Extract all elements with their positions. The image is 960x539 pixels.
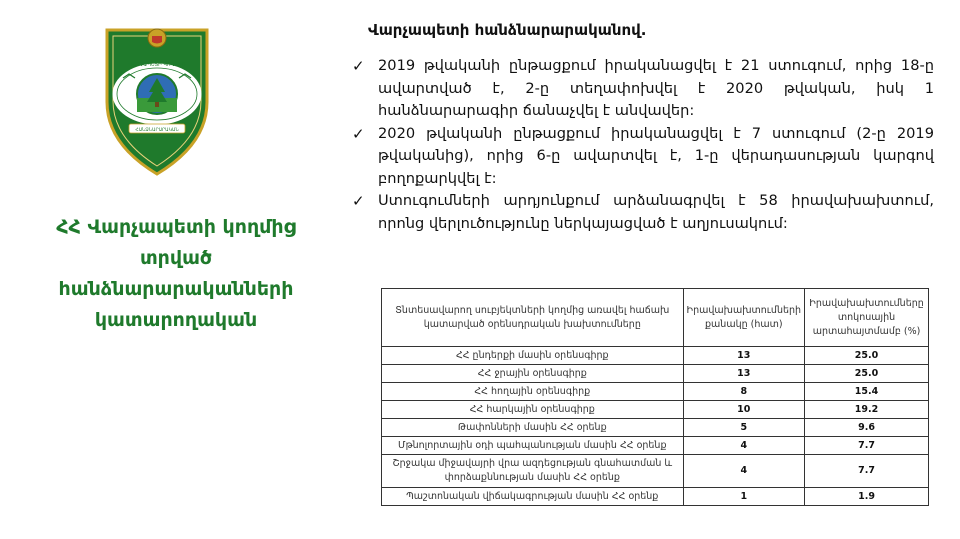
table-row: [382, 401, 929, 419]
left-title-line-4: կատարողական: [94, 309, 258, 331]
row-law: Մթնոլորտային օդի պահպանության մասին ՀՀ օրենք: [382, 437, 684, 455]
row-percent: 9.6: [805, 419, 929, 437]
row-percent: 25.0: [805, 365, 929, 383]
row-law: Պաշտոնական վիճակագրության մասին ՀՀ օրենք: [382, 488, 684, 506]
table-row: [382, 488, 929, 506]
row-law: Շրջակա միջավայրի վրա ազդեցության գնահատման և փորձաքննության մասին ՀՀ օրենք: [382, 455, 684, 488]
checkmark-icon: ✓: [352, 57, 365, 75]
left-title-line-1: ՀՀ Վարչապետի կողմից: [56, 216, 296, 238]
row-percent: 19.2: [805, 401, 929, 419]
left-title-line-3: հանձնարարականների: [58, 278, 294, 300]
section-heading: Վարչապետի հանձնարարականով.: [368, 21, 647, 39]
header-count: Իրավախախտումների քանակը (հատ): [683, 289, 805, 347]
bullet-text: Ստուգումների արդյունքում արձանագրվել է 58 իրավախախտում, որոնց վերլուծությունը ներկայացված է աղյուսակում:: [378, 192, 934, 232]
bullet-item: [352, 190, 934, 235]
row-count: 4: [683, 437, 805, 455]
row-count: 13: [683, 347, 805, 365]
checkmark-icon: ✓: [352, 192, 365, 210]
header-percent: Իրավախախտումները տոկոսային արտահայտմամբ (%): [805, 289, 929, 347]
bullet-item: [352, 123, 934, 191]
row-percent: 1.9: [805, 488, 929, 506]
row-percent: 7.7: [805, 437, 929, 455]
table-row: [382, 437, 929, 455]
emblem-bottom-text: ՀԱՆՁՆԱՐԱՐԱԿԱՆ: [135, 128, 179, 133]
bullet-list: [352, 55, 934, 235]
row-count: 8: [683, 383, 805, 401]
table-header-row: [382, 289, 929, 347]
left-title-line-2: տրված: [139, 247, 213, 269]
row-count: 10: [683, 401, 805, 419]
bullet-item: [352, 55, 934, 123]
table-row: [382, 455, 929, 488]
bullet-text: 2020 թվականի ընթացքում իրականացվել է 7 ստուգում (2-ը 2019 թվականից), որից 6-ը ավարտվել է, 1-ը վերադասության կարգով բողոքարկվել է:: [378, 124, 934, 187]
table-row: [382, 419, 929, 437]
row-percent: 15.4: [805, 383, 929, 401]
bullet-text: 2019 թվականի ընթացքում իրականացվել է 21 ստուգում, որից 18-ը ավարտված է, 2-ը տեղափոխվել է 2020 թվական, իսկ 1 հանձնարարագիր ճանաչվել է անվավեր:: [378, 57, 934, 119]
table-row: [382, 365, 929, 383]
checkmark-icon: ✓: [352, 124, 365, 143]
row-law: ՀՀ ջրային օրենսգիրք: [382, 365, 684, 383]
shield-emblem-logo: [103, 22, 211, 178]
row-law: ՀՀ հողային օրենսգիրք: [382, 383, 684, 401]
row-law: Թափոնների մասին ՀՀ օրենք: [382, 419, 684, 437]
row-law: ՀՀ ընդերքի մասին օրենսգիրք: [382, 347, 684, 365]
row-count: 1: [683, 488, 805, 506]
row-percent: 7.7: [805, 455, 929, 488]
table-row: [382, 383, 929, 401]
row-count: 4: [683, 455, 805, 488]
table-row: [382, 347, 929, 365]
row-count: 13: [683, 365, 805, 383]
row-count: 5: [683, 419, 805, 437]
header-law: Տնտեսավարող սուբյեկտների կողմից առավել հաճախ կատարված օրենսդրական խախտումները: [382, 289, 684, 347]
violations-table: [381, 288, 929, 506]
row-law: ՀՀ հարկային օրենսգիրք: [382, 401, 684, 419]
row-percent: 25.0: [805, 347, 929, 365]
emblem-top-text: ՎԱՐՉԱՊԵՏԻ ԿՈՂՄԻՑ: [128, 62, 186, 68]
left-title: [28, 212, 324, 336]
